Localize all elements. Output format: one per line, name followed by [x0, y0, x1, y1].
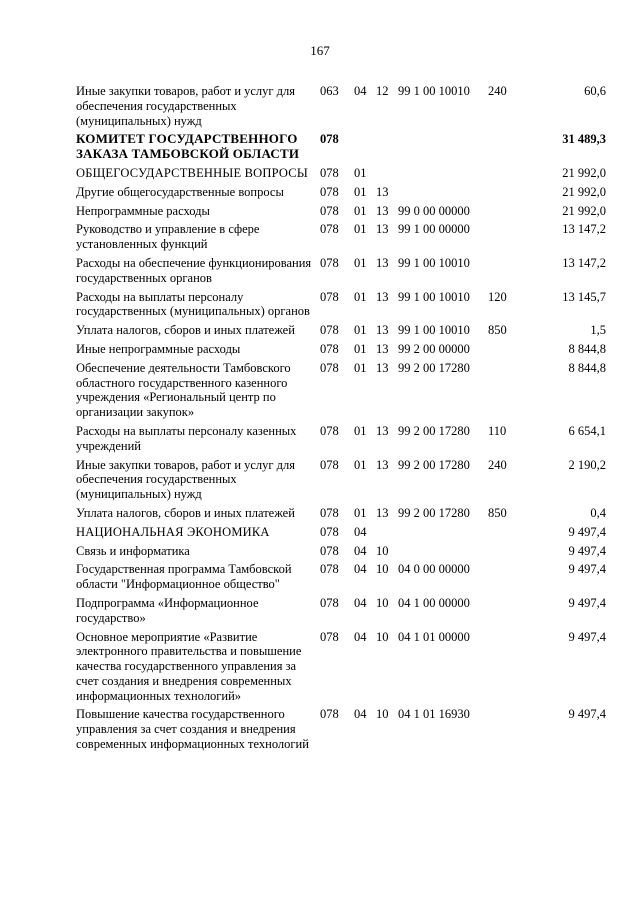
row-target-article: 99 1 00 10010: [398, 84, 470, 98]
row-target-article: [398, 132, 488, 162]
row-name: Расходы на обеспечение функционирования государственных органов: [76, 255, 315, 285]
row-name: Руководство и управление в сфере установленных функций: [76, 222, 263, 252]
row-amount: 31 489,3: [562, 132, 606, 147]
row-ved-code: 078: [320, 203, 339, 218]
row-section-code: 04: [354, 562, 367, 577]
table-row: [76, 204, 606, 219]
row-ved-code: 078: [320, 255, 339, 270]
row-amount: 13 145,7: [562, 289, 606, 304]
row-name: Расходы на выплаты персоналу казенных учреждений: [76, 423, 300, 453]
row-section-code: 01: [354, 165, 367, 180]
row-ved-code: 078: [320, 165, 339, 180]
row-ved-code: 078: [320, 457, 339, 472]
row-section-code: [354, 132, 376, 162]
row-amount: 8 844,8: [568, 360, 606, 375]
row-name: Иные закупки товаров, работ и услуг для обеспечения государственных (муниципальных) нужд: [76, 84, 299, 128]
table-row: [76, 342, 606, 357]
row-expense-type: [488, 204, 542, 219]
row-name: Основное мероприятие «Развитие электронного правительства и повышение качества государственного управления за счет создания и внедрения современных информационных технологий»: [76, 629, 305, 703]
row-ved-code: 078: [320, 323, 339, 338]
table-row: [76, 290, 606, 320]
row-ved-code: 078: [320, 184, 339, 199]
row-section-code: 01: [354, 360, 367, 375]
row-name: Иные закупки товаров, работ и услуг для обеспечения государственных (муниципальных) нужд: [76, 457, 299, 502]
row-amount: 21 992,0: [562, 165, 606, 180]
row-target-article: 04 0 00 00000: [398, 562, 470, 577]
row-section-code: 04: [354, 543, 367, 558]
row-section-code: 01: [354, 289, 367, 304]
row-expense-type: 120: [488, 289, 507, 304]
row-target-article: [398, 525, 488, 540]
row-amount: 21 992,0: [562, 184, 606, 199]
row-expense-type: 850: [488, 505, 507, 520]
row-name: Иные непрограммные расходы: [76, 341, 241, 356]
row-section-code: 01: [354, 323, 367, 338]
table-row: [76, 256, 606, 286]
row-target-article: 99 1 00 10010: [398, 323, 470, 338]
row-amount: 1,5: [590, 323, 606, 338]
row-subsection-code: 13: [376, 505, 389, 520]
row-target-article: 99 2 00 17280: [398, 360, 470, 375]
row-section-code: 04: [354, 707, 367, 722]
row-target-article: 99 2 00 17280: [398, 457, 470, 472]
row-subsection-code: 13: [376, 457, 389, 472]
row-target-article: 99 0 00 00000: [398, 203, 470, 218]
table-row: [76, 544, 606, 559]
table-row: [76, 525, 606, 540]
row-name: Другие общегосударственные вопросы: [76, 184, 284, 199]
table-row: [76, 596, 606, 626]
row-expense-type: [488, 361, 542, 420]
row-amount: 9 497,4: [568, 707, 606, 722]
row-name: Расходы на выплаты персоналу государственных (муниципальных) органов: [76, 289, 310, 319]
row-amount: 2 190,2: [568, 457, 606, 472]
row-amount: 21 992,0: [562, 203, 606, 218]
row-expense-type: [488, 562, 542, 592]
row-amount: 9 497,4: [568, 524, 606, 539]
table-row: [76, 323, 606, 338]
row-amount: 9 497,4: [568, 562, 606, 577]
row-ved-code: 078: [320, 423, 339, 438]
row-target-article: 99 1 00 10010: [398, 255, 470, 270]
row-subsection-code: 13: [376, 222, 389, 237]
row-target-article: 99 2 00 00000: [398, 341, 470, 356]
row-subsection-code: 10: [376, 595, 389, 610]
table-row: [76, 506, 606, 521]
row-name: Уплата налогов, сборов и иных платежей: [76, 505, 295, 520]
table-row: [76, 361, 606, 420]
row-ved-code: 078: [320, 505, 339, 520]
row-subsection-code: 10: [376, 562, 389, 577]
row-amount: 60,6: [584, 84, 606, 98]
row-section-code: 01: [354, 423, 367, 438]
row-ved-code: 078: [320, 562, 339, 577]
row-expense-type: 110: [488, 423, 507, 438]
row-target-article: [398, 166, 488, 181]
row-ved-code: 078: [320, 360, 339, 375]
row-ved-code: 078: [320, 341, 339, 356]
row-ved-code: 078: [320, 524, 339, 539]
row-expense-type: [488, 596, 542, 626]
row-section-code: 04: [354, 524, 367, 539]
row-target-article: 99 2 00 17280: [398, 423, 470, 438]
row-section-code: 04: [354, 595, 367, 610]
row-name: Уплата налогов, сборов и иных платежей: [76, 323, 295, 338]
row-expense-type: 240: [488, 84, 507, 98]
row-ved-code: 063: [320, 84, 339, 98]
row-name: Связь и информатика: [76, 543, 190, 558]
page-number: 167: [310, 43, 330, 58]
row-name: Государственная программа Тамбовской области "Информационное общество": [76, 562, 295, 592]
row-name: ОБЩЕГОСУДАРСТВЕННЫЕ ВОПРОСЫ: [76, 165, 308, 180]
row-amount: 9 497,4: [568, 543, 606, 558]
row-subsection-code: 13: [376, 289, 389, 304]
row-ved-code: 078: [320, 595, 339, 610]
row-section-code: 04: [354, 629, 367, 644]
row-ved-code: 078: [320, 132, 339, 147]
row-target-article: 99 2 00 17280: [398, 505, 470, 520]
row-target-article: 04 1 01 16930: [398, 707, 470, 722]
row-expense-type: [488, 256, 542, 286]
row-subsection-code: [376, 525, 398, 540]
table-row: [76, 222, 606, 252]
row-name: Подпрограмма «Информационное государство»: [76, 595, 262, 625]
row-subsection-code: 13: [376, 360, 389, 375]
table-row: [76, 630, 606, 704]
row-amount: 0,4: [590, 505, 606, 520]
row-subsection-code: [376, 166, 398, 181]
row-target-article: 99 1 00 00000: [398, 222, 470, 237]
row-expense-type: 850: [488, 323, 507, 338]
row-subsection-code: 13: [376, 184, 389, 199]
table-row: [76, 132, 606, 162]
row-expense-type: [488, 166, 542, 181]
row-ved-code: 078: [320, 222, 339, 237]
table-row: [76, 166, 606, 181]
row-name: Повышение качества государственного управления за счет создания и внедрения современных информационных технологий: [76, 707, 309, 752]
row-amount: 9 497,4: [568, 595, 606, 610]
row-subsection-code: 13: [376, 323, 389, 338]
row-section-code: 01: [354, 203, 367, 218]
row-subsection-code: [376, 132, 398, 162]
table-row: [76, 458, 606, 502]
table-row: [76, 562, 606, 592]
row-name: КОМИТЕТ ГОСУДАРСТВЕННОГО ЗАКАЗА ТАМБОВСКОЙ ОБЛАСТИ: [76, 131, 302, 162]
row-target-article: [398, 544, 488, 559]
row-section-code: 04: [354, 84, 367, 98]
row-amount: 6 654,1: [568, 423, 606, 438]
row-amount: 13 147,2: [562, 255, 606, 270]
row-ved-code: 078: [320, 707, 339, 722]
row-expense-type: [488, 544, 542, 559]
row-section-code: 01: [354, 505, 367, 520]
row-name: НАЦИОНАЛЬНАЯ ЭКОНОМИКА: [76, 524, 270, 539]
row-subsection-code: 13: [376, 423, 389, 438]
row-expense-type: [488, 630, 542, 704]
row-expense-type: [488, 525, 542, 540]
row-name: Непрограммные расходы: [76, 203, 210, 218]
row-expense-type: [488, 707, 542, 751]
row-expense-type: [488, 132, 542, 162]
row-subsection-code: 13: [376, 255, 389, 270]
row-section-code: 01: [354, 184, 367, 199]
row-expense-type: 240: [488, 457, 507, 472]
row-amount: 13 147,2: [562, 222, 606, 237]
table-row: [76, 707, 606, 751]
row-expense-type: [488, 342, 542, 357]
row-subsection-code: 10: [376, 629, 389, 644]
row-target-article: 04 1 00 00000: [398, 595, 470, 610]
row-expense-type: [488, 222, 542, 252]
row-ved-code: 078: [320, 629, 339, 644]
budget-table: [76, 84, 606, 756]
row-subsection-code: 12: [376, 84, 389, 98]
row-target-article: 04 1 01 00000: [398, 629, 470, 644]
table-row: [76, 84, 606, 128]
row-subsection-code: 13: [376, 203, 389, 218]
table-row: [76, 185, 606, 200]
row-amount: 9 497,4: [568, 629, 606, 644]
row-name: Обеспечение деятельности Тамбовского областного государственного казенного учреждения «Региональный центр по организации закупок»: [76, 360, 294, 420]
row-expense-type: [488, 185, 542, 200]
row-subsection-code: 10: [376, 707, 389, 722]
row-section-code: 01: [354, 341, 367, 356]
row-ved-code: 078: [320, 543, 339, 558]
row-target-article: 99 1 00 10010: [398, 289, 470, 304]
row-target-article: [398, 185, 488, 200]
row-section-code: 01: [354, 255, 367, 270]
table-row: [76, 424, 606, 454]
row-section-code: 01: [354, 222, 367, 237]
row-section-code: 01: [354, 457, 367, 472]
row-amount: 8 844,8: [568, 341, 606, 356]
row-ved-code: 078: [320, 289, 339, 304]
row-subsection-code: 13: [376, 341, 389, 356]
row-subsection-code: 10: [376, 543, 389, 558]
